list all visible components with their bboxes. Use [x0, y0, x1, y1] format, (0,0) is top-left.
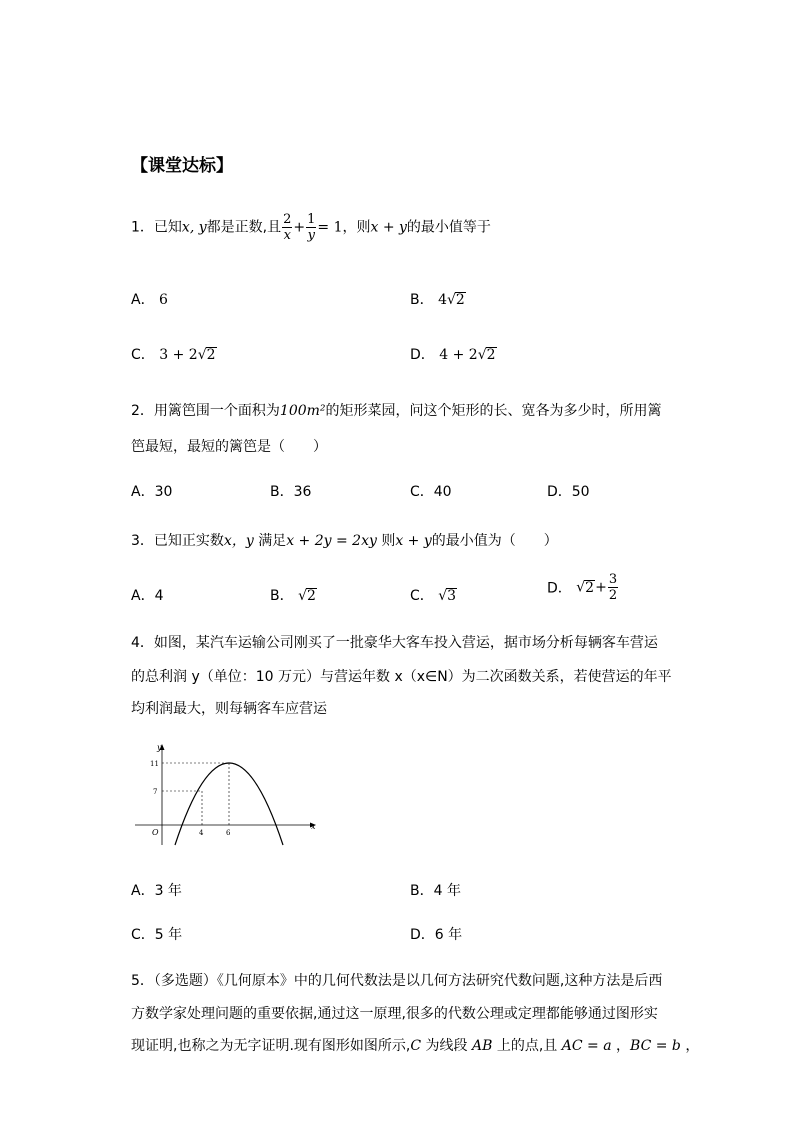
- q2-area: 100m²: [279, 403, 326, 419]
- question-2-line-2: 笆最短，最短的篱笆是（ ）: [131, 439, 327, 455]
- q1-plus: +: [293, 219, 306, 236]
- question-5-line-3: 现证明,也称之为无字证明.现有图形如图所示,C 为线段 AB 上的点,且 AC = a ，BC = b ，: [131, 1038, 700, 1054]
- question-4-line-1: 4．如图，某汽车运输公司刚买了一批豪华大客车投入营运，据市场分析每辆客车营运: [131, 635, 658, 651]
- origin-label: O: [152, 828, 159, 837]
- q4-option-c[interactable]: C．5 年: [131, 927, 183, 943]
- y-tick-label-11: 11: [150, 760, 159, 768]
- q1-option-d[interactable]: D． 4 + 2√2: [410, 347, 496, 363]
- section-heading: 【课堂达标】: [131, 156, 233, 176]
- question-2-line-1: 2．用篱笆围一个面积为100m²的矩形菜园，问这个矩形的长、宽各为多少时，所用篱: [131, 403, 662, 419]
- y-axis-label: y: [157, 743, 162, 752]
- question-4-line-3: 均利润最大，则每辆客车应营运: [131, 701, 327, 717]
- q4-option-b[interactable]: B．4 年: [410, 883, 461, 899]
- q1-mid: 都是正数,且: [206, 219, 282, 236]
- question-3-stem: 3．已知正实数x，y 满足x + 2y = 2xy 则x + y的最小值为（ ）: [131, 533, 558, 549]
- q3-option-d[interactable]: D． √2+ $\frac{3}{2}$: [547, 572, 618, 603]
- q1-expr: x + y: [370, 219, 407, 236]
- q4-option-a[interactable]: A．3 年: [131, 883, 182, 899]
- x-tick-label-4: 4: [199, 829, 204, 837]
- q1-vars: x, y: [181, 219, 207, 236]
- q3-option-a[interactable]: A．4: [131, 588, 164, 604]
- q1-pre: 已知: [153, 219, 182, 236]
- x-axis-label: x: [311, 822, 316, 831]
- q1-number: 1．: [131, 219, 154, 236]
- q1-option-a[interactable]: A． 6: [131, 292, 168, 308]
- question-1-stem: [131, 212, 491, 243]
- q1-eq: = 1: [317, 219, 343, 236]
- question-5-line-2: 方数学家处理问题的重要依据,通过这一原理,很多的代数公理或定理都能够通过图形实: [131, 1006, 658, 1022]
- q3-equation: x + 2y = 2xy: [286, 533, 377, 549]
- question-4-line-2: 的总利润 y（单位：10 万元）与营运年数 x（x∈N）为二次函数关系，若使营运的年平: [131, 669, 672, 685]
- y-tick-label-7: 7: [153, 788, 158, 796]
- x-tick-label-6: 6: [226, 829, 231, 837]
- q1-post: 的最小值等于: [406, 219, 491, 236]
- q4-option-d[interactable]: D．6 年: [410, 927, 463, 943]
- q2-option-d[interactable]: D．50: [547, 484, 590, 500]
- q1-option-c[interactable]: C． 3 + 2√2: [131, 347, 216, 363]
- question-5-line-1: 5．（多选题）《几何原本》中的几何代数法是以几何方法研究代数问题,这种方法是后西: [131, 973, 663, 989]
- q3-option-c[interactable]: C． √3: [410, 588, 457, 604]
- parabola-graph: [130, 740, 320, 850]
- q2-option-b[interactable]: B．36: [270, 484, 312, 500]
- q1-then: ，则: [342, 219, 371, 236]
- q1-frac-2: $\frac{1}{y}$: [307, 212, 316, 243]
- q2-option-c[interactable]: C．40: [410, 484, 452, 500]
- q1-option-b[interactable]: B． 4√2: [410, 292, 465, 308]
- q2-option-a[interactable]: A．30: [131, 484, 173, 500]
- q1-frac-1: $\frac{2}{x}$: [283, 212, 292, 243]
- q3-option-b[interactable]: B． √2: [270, 588, 316, 604]
